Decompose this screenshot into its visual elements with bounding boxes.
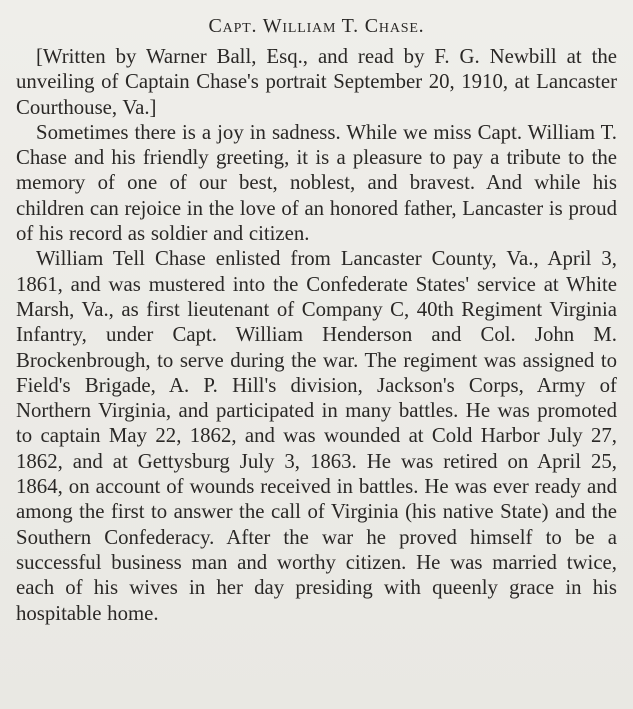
paragraph-biography: William Tell Chase enlisted from Lancaster County, Va., April 3, 1861, and was mustered into the Confederate States' service at White Marsh, Va., as first lieutenant of Company C, 40th Regiment Virginia Infantry, under Capt. William Henderson and Col. John M. Brockenbrough, to serve during the war. The regiment was assigned to Field's Brigade, A. P. Hill's division, Jackson's Corps, Army of Northern Virginia, and participated in many battles. He was promoted to captain May 22, 1862, and was wounded at Cold Harbor July 27, 1862, and at Gettysburg July 3, 1863. He was retired on April 25, 1864, on account of wounds received in battles. He was ever ready and among the first to answer the call of Virginia (his native State) and the Southern Confederacy. After the war he proved himself to be a successful business man and worthy citizen. He was married twice, each of his wives in her day presiding with queenly grace in his hospitable home. bbox=[16, 247, 617, 625]
article-title: Capt. William T. Chase. bbox=[208, 15, 425, 37]
paragraph-intro-note: [Written by Warner Ball, Esq., and read by F. G. Newbill at the unveiling of Captain Chase's portrait September 20, 1910, at Lancaster Courthouse, Va.] bbox=[16, 45, 617, 119]
paragraph-tribute: Sometimes there is a joy in sadness. While we miss Capt. William T. Chase and his friendly greeting, it is a pleasure to pay a tribute to the memory of one of our best, noblest, and bravest. And while his children can rejoice in the love of an honored father, Lancaster is proud of his record as soldier and citizen. bbox=[16, 120, 617, 246]
